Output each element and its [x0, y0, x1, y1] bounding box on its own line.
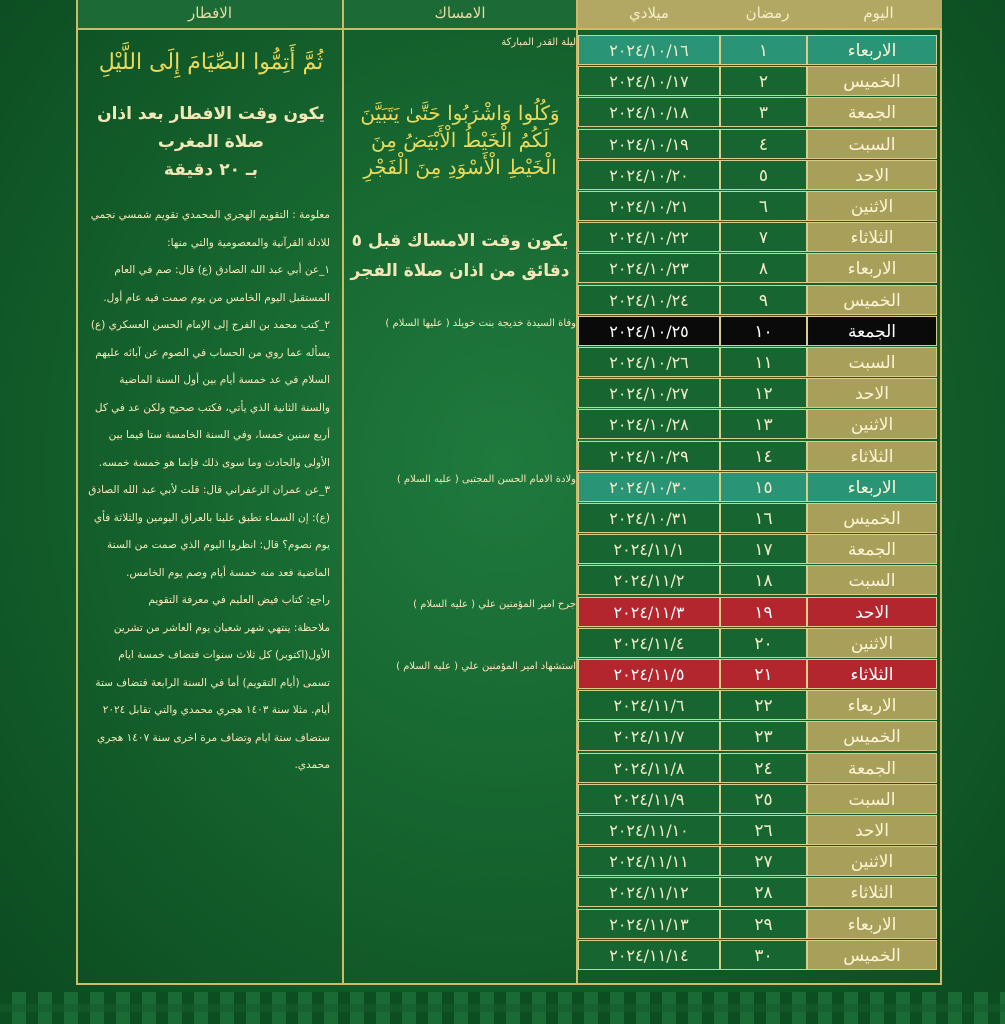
day-cell: الثلاثاء — [807, 441, 937, 471]
gregorian-date-cell: ٢٠٢٤/١١/٣ — [578, 597, 720, 627]
ramadan-day-cell: ٢٦ — [720, 815, 807, 845]
gregorian-date-cell: ٢٠٢٤/١١/٩ — [578, 784, 720, 814]
gregorian-date-cell: ٢٠٢٤/١٠/١٦ — [578, 35, 720, 65]
day-cell: الاحد — [807, 815, 937, 845]
day-cell: الخميس — [807, 285, 937, 315]
day-cell: الاحد — [807, 378, 937, 408]
ramadan-day-cell: ٢٣ — [720, 721, 807, 751]
day-cell: الجمعة — [807, 534, 937, 564]
gregorian-date-cell: ٢٠٢٤/١٠/٢٦ — [578, 347, 720, 377]
column-divider — [342, 0, 344, 985]
imsak-verse — [346, 100, 574, 181]
gregorian-date-cell: ٢٠٢٤/١١/٨ — [578, 753, 720, 783]
iftar-note-line: صلاة المغرب — [157, 132, 265, 152]
day-cell: الاربعاء — [807, 35, 937, 65]
day-cell: الخميس — [807, 721, 937, 751]
gregorian-date-cell: ٢٠٢٤/١٠/٢٤ — [578, 285, 720, 315]
day-cell: السبت — [807, 129, 937, 159]
ramadan-day-cell: ١٤ — [720, 441, 807, 471]
ramadan-day-cell: ١١ — [720, 347, 807, 377]
ramadan-day-cell: ٩ — [720, 285, 807, 315]
gregorian-date-cell: ٢٠٢٤/١١/١٢ — [578, 877, 720, 907]
day-cell: الاثنين — [807, 191, 937, 221]
day-cell: الاربعاء — [807, 690, 937, 720]
imsak-note-line: دقائق من اذان صلاة الفجر — [350, 261, 570, 281]
day-cell: السبت — [807, 565, 937, 595]
ramadan-day-cell: ٢٧ — [720, 846, 807, 876]
gregorian-date-cell: ٢٠٢٤/١٠/٣٠ — [578, 472, 720, 502]
gregorian-date-cell: ٢٠٢٤/١٠/٢١ — [578, 191, 720, 221]
day-cell: الاثنين — [807, 409, 937, 439]
note-paragraph: ٢_كتب محمد بن الفرج إلى الإمام الحسن العسكري (ع) يسأله عما روي من الحساب في الصوم عن آبائه عليهم السلام في عد خمسة أيام بين أول السنة الماضية والسنة الثانية الذي يأتي، فكتب صحيح ولكن عد في كل أربع سنين خمسا، وفي السنة الخامسة ستا فيما بين الأولى والحادث وما سوى ذلك فإنما هو خمسة خمسه. — [90, 319, 330, 469]
gregorian-date-cell: ٢٠٢٤/١١/١٣ — [578, 909, 720, 939]
day-cell: الثلاثاء — [807, 222, 937, 252]
ramadan-day-cell: ٢ — [720, 66, 807, 96]
gregorian-date-cell: ٢٠٢٤/١١/٦ — [578, 690, 720, 720]
day-cell: الجمعة — [807, 753, 937, 783]
ramadan-day-cell: ٢٢ — [720, 690, 807, 720]
gregorian-date-cell: ٢٠٢٤/١٠/٢٥ — [578, 316, 720, 346]
decorative-border — [0, 992, 1005, 1024]
ramadan-day-cell: ٢٤ — [720, 753, 807, 783]
ramadan-day-cell: ١٨ — [720, 565, 807, 595]
day-cell: الثلاثاء — [807, 877, 937, 907]
header-gregorian: ميلادي — [578, 0, 720, 30]
ramadan-day-cell: ١٦ — [720, 503, 807, 533]
iftar-note-line: يكون وقت الافطار بعد اذان — [97, 104, 325, 124]
day-cell: السبت — [807, 347, 937, 377]
header-day: اليوم — [815, 0, 942, 30]
imsak-verse-line: وَكُلُوا وَاشْرَبُوا حَتَّىٰ يَتَبَيَّنَ — [360, 101, 560, 125]
gregorian-date-cell: ٢٠٢٤/١١/٥ — [578, 659, 720, 689]
ramadan-day-cell: ٥ — [720, 160, 807, 190]
ramadan-day-cell: ٣ — [720, 97, 807, 127]
gregorian-date-cell: ٢٠٢٤/١٠/٢٩ — [578, 441, 720, 471]
day-cell: الجمعة — [807, 316, 937, 346]
day-cell: الاربعاء — [807, 909, 937, 939]
ramadan-day-cell: ١٧ — [720, 534, 807, 564]
ramadan-day-cell: ٤ — [720, 129, 807, 159]
gregorian-date-cell: ٢٠٢٤/١١/٤ — [578, 628, 720, 658]
ramadan-day-cell: ١٩ — [720, 597, 807, 627]
gregorian-date-cell: ٢٠٢٤/١٠/٢٢ — [578, 222, 720, 252]
event-label: ولادة الامام الحسن المجتبى ( عليه السلام ) — [396, 474, 576, 485]
imsak-verse-line: الْخَيْطِ الْأَسْوَدِ مِنَ الْفَجْرِ — [363, 155, 557, 179]
event-label: جرح امير المؤمنين علي ( عليه السلام ) — [413, 599, 576, 610]
ramadan-day-cell: ٨ — [720, 253, 807, 283]
ramadan-day-cell: ٢٠ — [720, 628, 807, 658]
header-ramadan: رمضان — [720, 0, 815, 30]
ramadan-day-cell: ٢٥ — [720, 784, 807, 814]
gregorian-date-cell: ٢٠٢٤/١٠/١٩ — [578, 129, 720, 159]
ramadan-day-cell: ٦ — [720, 191, 807, 221]
ramadan-day-cell: ٧ — [720, 222, 807, 252]
header-iftar: الافطار — [78, 0, 342, 30]
day-cell: الخميس — [807, 66, 937, 96]
gregorian-date-cell: ٢٠٢٤/١٠/٢٨ — [578, 409, 720, 439]
event-label: وفاة السيدة خديجة بنت خويلد ( عليها السلام ) — [385, 318, 576, 329]
note-paragraph: ٣_عن عمران الزعفراني قال: قلت لأبي عبد الله الصادق (ع): إن السماء تطبق علينا بالعراق اليومين والثلاثة فأي يوم نصوم؟ قال: انظروا اليوم الذي صمت من السنة الماضية فعد منه خمسة أيام وصم يوم الخامس. — [88, 484, 330, 579]
note-paragraph: ملاحظة: ينتهي شهر شعبان يوم العاشر من تشرين الأول(اكتوبر) كل ثلاث سنوات فتضاف خمسة ايام تسمى (أيام التقويم) أما في السنة الرابعة فتضاف ستة أيام. مثلا سنة ١٤٠٣ هجري محمدي والتي تقابل ٢٠٢٤ ستضاف ستة ايام وتضاف مرة اخرى سنة ١٤٠٧ هجري محمدي. — [95, 621, 330, 771]
ramadan-day-cell: ١٣ — [720, 409, 807, 439]
gregorian-date-cell: ٢٠٢٤/١١/١١ — [578, 846, 720, 876]
day-cell: الاربعاء — [807, 253, 937, 283]
note-paragraph: ١_عن أبي عبد الله الصادق (ع) قال: صم في العام المستقبل اليوم الخامس من يوم صمت فيه عام أول. — [103, 264, 330, 304]
gregorian-date-cell: ٢٠٢٤/١١/١٤ — [578, 940, 720, 970]
ramadan-day-cell: ٣٠ — [720, 940, 807, 970]
event-label: استشهاد امير المؤمنين علي ( عليه السلام ) — [396, 661, 576, 672]
imsak-note — [346, 226, 574, 286]
ramadan-day-cell: ٢٩ — [720, 909, 807, 939]
imsak-verse-line: لَكُمُ الْخَيْطُ الْأَبْيَضُ مِنَ — [370, 128, 550, 152]
note-paragraph: معلومة : التقويم الهجري المحمدي تقويم شمسي نجمي للادلة القرآنية والمعصومية والتي منها: — [90, 209, 330, 249]
day-cell: الخميس — [807, 940, 937, 970]
note-paragraph: راجع: كتاب فيض العليم في معرفة التقويم — [148, 594, 330, 606]
gregorian-date-cell: ٢٠٢٤/١٠/٢٠ — [578, 160, 720, 190]
day-cell: الخميس — [807, 503, 937, 533]
ramadan-day-cell: ٢٨ — [720, 877, 807, 907]
day-cell: الاثنين — [807, 628, 937, 658]
ramadan-day-cell: ١٠ — [720, 316, 807, 346]
iftar-note-line: بـ ٢٠ دقيقة — [163, 160, 259, 180]
gregorian-date-cell: ٢٠٢٤/١٠/١٧ — [578, 66, 720, 96]
iftar-notes — [88, 202, 330, 780]
ramadan-day-cell: ٢١ — [720, 659, 807, 689]
header-imsak: الامساك — [344, 0, 576, 30]
gregorian-date-cell: ٢٠٢٤/١١/٢ — [578, 565, 720, 595]
ramadan-day-cell: ١٢ — [720, 378, 807, 408]
day-cell: السبت — [807, 784, 937, 814]
iftar-note — [84, 100, 338, 184]
gregorian-date-cell: ٢٠٢٤/١١/١ — [578, 534, 720, 564]
ramadan-day-cell: ١٥ — [720, 472, 807, 502]
day-cell: الاحد — [807, 597, 937, 627]
gregorian-date-cell: ٢٠٢٤/١٠/٢٧ — [578, 378, 720, 408]
ramadan-day-cell: ١ — [720, 35, 807, 65]
day-cell: الاربعاء — [807, 472, 937, 502]
day-cell: الجمعة — [807, 97, 937, 127]
gregorian-date-cell: ٢٠٢٤/١١/٧ — [578, 721, 720, 751]
gregorian-date-cell: ٢٠٢٤/١٠/١٨ — [578, 97, 720, 127]
imsak-note-line: يكون وقت الامساك قبل ٥ — [351, 231, 569, 251]
day-cell: الاحد — [807, 160, 937, 190]
day-cell: الثلاثاء — [807, 659, 937, 689]
gregorian-date-cell: ٢٠٢٤/١٠/٣١ — [578, 503, 720, 533]
iftar-verse: ثُمَّ أَتِمُّوا الصِّيَامَ إِلَى اللَّيْلِ — [98, 50, 324, 75]
day-cell: الاثنين — [807, 846, 937, 876]
event-label: ليلة القدر المباركة — [501, 37, 576, 48]
gregorian-date-cell: ٢٠٢٤/١١/١٠ — [578, 815, 720, 845]
gregorian-date-cell: ٢٠٢٤/١٠/٢٣ — [578, 253, 720, 283]
